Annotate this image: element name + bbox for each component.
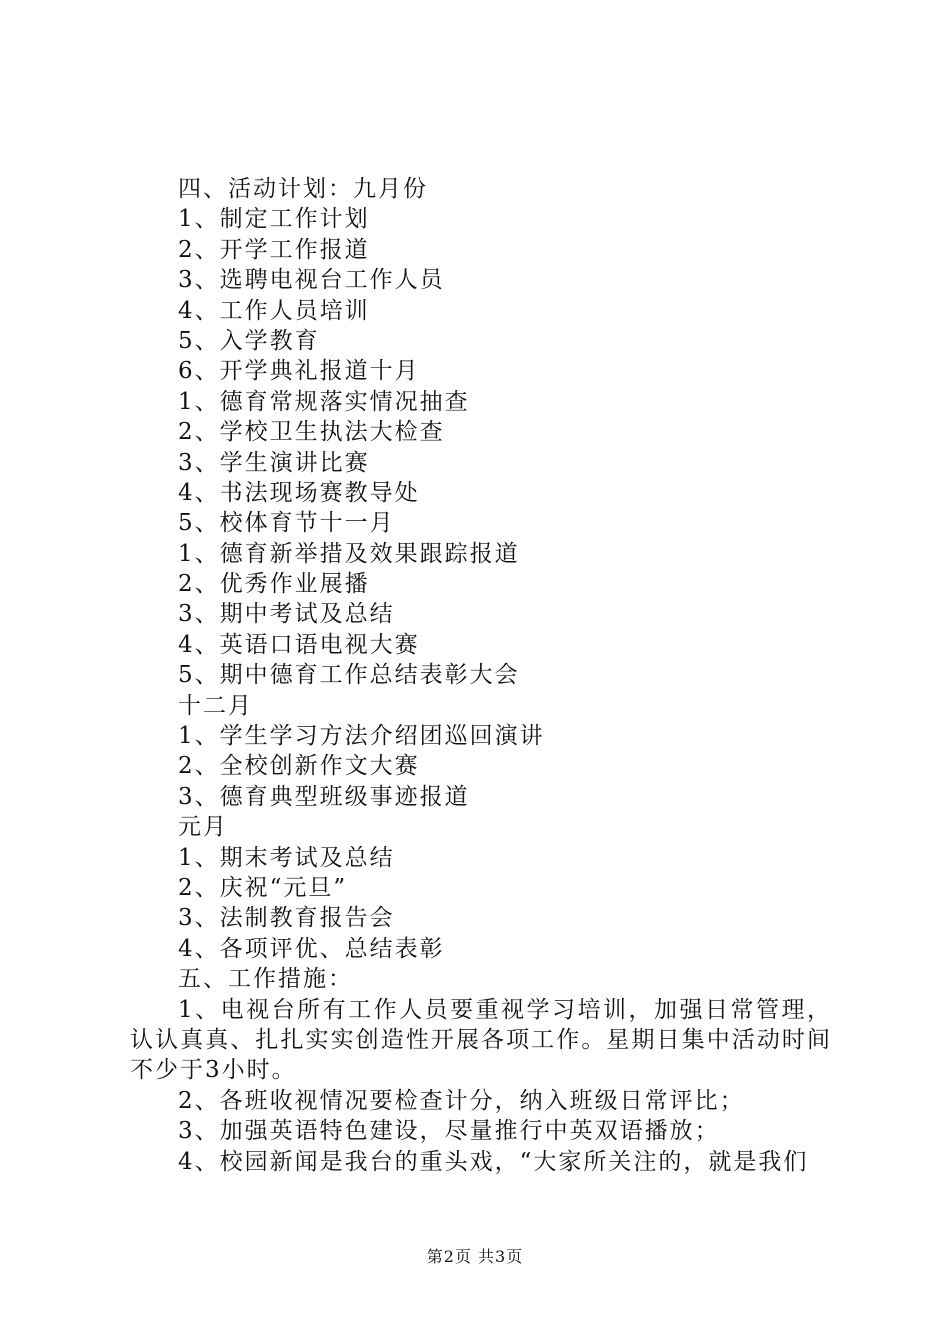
plan-item: 3、期中考试及总结	[178, 601, 395, 628]
plan-item: 3、德育典型班级事迹报道	[178, 783, 470, 810]
measure-paragraph: 3、加强英语特色建设，尽量推行中英双语播放；	[178, 1118, 720, 1145]
plan-item: 1、德育新举措及效果跟踪报道	[178, 540, 520, 567]
month-heading-january: 元月	[178, 814, 228, 841]
plan-item: 2、学校卫生执法大检查	[178, 419, 445, 446]
plan-item: 3、学生演讲比赛	[178, 449, 370, 476]
plan-item: 1、制定工作计划	[178, 206, 370, 233]
measure-paragraph: 1、电视台所有工作人员要重视学习培训，加强日常管理，认认真真、扎扎实实创造性开展各项工作。星期日集中活动时间不少于3小时。	[130, 996, 832, 1084]
plan-item: 3、法制教育报告会	[178, 905, 395, 932]
measure-paragraph: 2、各班收视情况要检查计分，纳入班级日常评比；	[178, 1087, 745, 1114]
plan-item: 4、各项评优、总结表彰	[178, 935, 445, 962]
plan-item: 1、学生学习方法介绍团巡回演讲	[178, 723, 545, 750]
plan-item: 6、开学典礼报道十月	[178, 358, 420, 385]
plan-item: 1、期末考试及总结	[178, 844, 395, 871]
plan-item: 2、开学工作报道	[178, 236, 370, 263]
plan-item: 2、庆祝“元旦”	[178, 874, 348, 901]
month-heading-december: 十二月	[178, 692, 253, 719]
plan-item: 4、工作人员培训	[178, 297, 370, 324]
plan-item: 2、全校创新作文大赛	[178, 753, 420, 780]
plan-item: 3、选聘电视台工作人员	[178, 267, 445, 294]
section-heading-work-measures: 五、工作措施：	[178, 966, 353, 993]
plan-item: 4、英语口语电视大赛	[178, 631, 420, 658]
plan-item: 5、校体育节十一月	[178, 510, 395, 537]
plan-item: 5、入学教育	[178, 327, 320, 354]
measure-paragraph: 4、校园新闻是我台的重头戏，“大家所关注的，就是我们	[178, 1148, 809, 1175]
plan-item: 5、期中德育工作总结表彰大会	[178, 662, 520, 689]
page-footer: 第2页 共3页	[426, 1247, 524, 1266]
document-body	[130, 174, 832, 1177]
plan-item: 1、德育常规落实情况抽查	[178, 388, 470, 415]
section-heading-activity-plan: 四、活动计划：九月份	[178, 176, 428, 202]
plan-item: 2、优秀作业展播	[178, 571, 370, 598]
plan-item: 4、书法现场赛教导处	[178, 479, 420, 506]
